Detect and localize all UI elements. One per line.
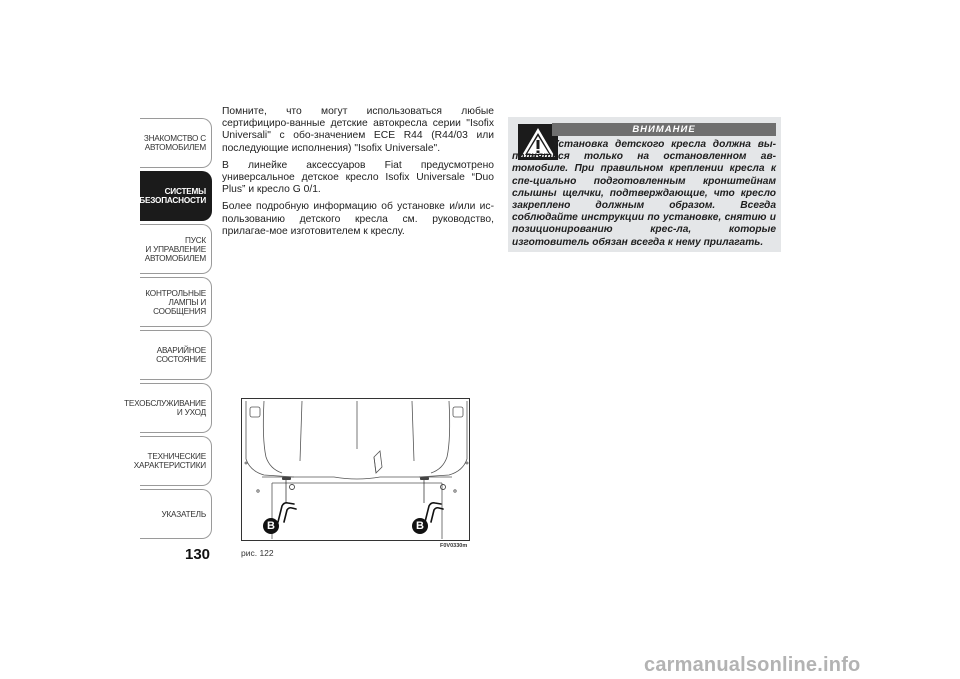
marker-b-left: B (263, 518, 279, 534)
figure-isofix-anchors (241, 398, 470, 541)
figure-caption: рис. 122 (241, 548, 274, 558)
paragraph: Помните, что могут использоваться любые сертифициро-ванные детские автокресла серии "Isofix Universali" с обо-значением ECE R44 (R44/03 или последующие исполнения) "Isofix Universale". (222, 106, 494, 154)
figure-code: F0V0330m (440, 543, 468, 549)
warning-text: Установка детского кресла должна вы-полняться только на остановленном ав-томобиле. При правильном креплении кресла к спе-циально подготовленным кронштейнам слышны щелчки, подтверждающие, что кресло закреплено должным образом. Всегда соблюдайте инструкции по установке, снятию и позиционированию крес-ла, которые изготовитель обязан всегда к нему прилагать. (512, 139, 776, 248)
tab-introduction[interactable]: ЗНАКОМСТВО С АВТОМОБИЛЕМ (140, 118, 212, 168)
tab-warning-lights[interactable]: КОНТРОЛЬНЫЕ ЛАМПЫ И СООБЩЕНИЯ (140, 277, 212, 327)
paragraph: Более подробную информацию об установке и/или ис-пользованию детского кресла см. руководство, прилагае-мое изготовителем к креслу. (222, 201, 494, 237)
body-text (222, 106, 494, 243)
tab-technical-specs[interactable]: ТЕХНИЧЕСКИЕ ХАРАКТЕРИСТИКИ (140, 436, 212, 486)
tab-starting-driving[interactable]: ПУСК И УПРАВЛЕНИЕ АВТОМОБИЛЕМ (140, 224, 212, 274)
warning-title: ВНИМАНИЕ (552, 123, 776, 136)
watermark: carmanualsonline.info (644, 654, 861, 676)
page-number: 130 (185, 546, 211, 563)
marker-b-right: B (412, 518, 428, 534)
paragraph: В линейке аксессуаров Fiat предусмотрено универсальное детское кресло Isofix Universale “Duo Plus” и кресло G 0/1. (222, 159, 494, 196)
tab-maintenance[interactable]: ТЕХОБСЛУЖИВАНИЕ И УХОД (140, 383, 212, 433)
tab-safety-systems[interactable]: СИСТЕМЫ БЕЗОПАСНОСТИ (140, 171, 212, 221)
tab-index[interactable]: УКАЗАТЕЛЬ (140, 489, 212, 539)
tab-emergency[interactable]: АВАРИЙНОЕ СОСТОЯНИЕ (140, 330, 212, 380)
